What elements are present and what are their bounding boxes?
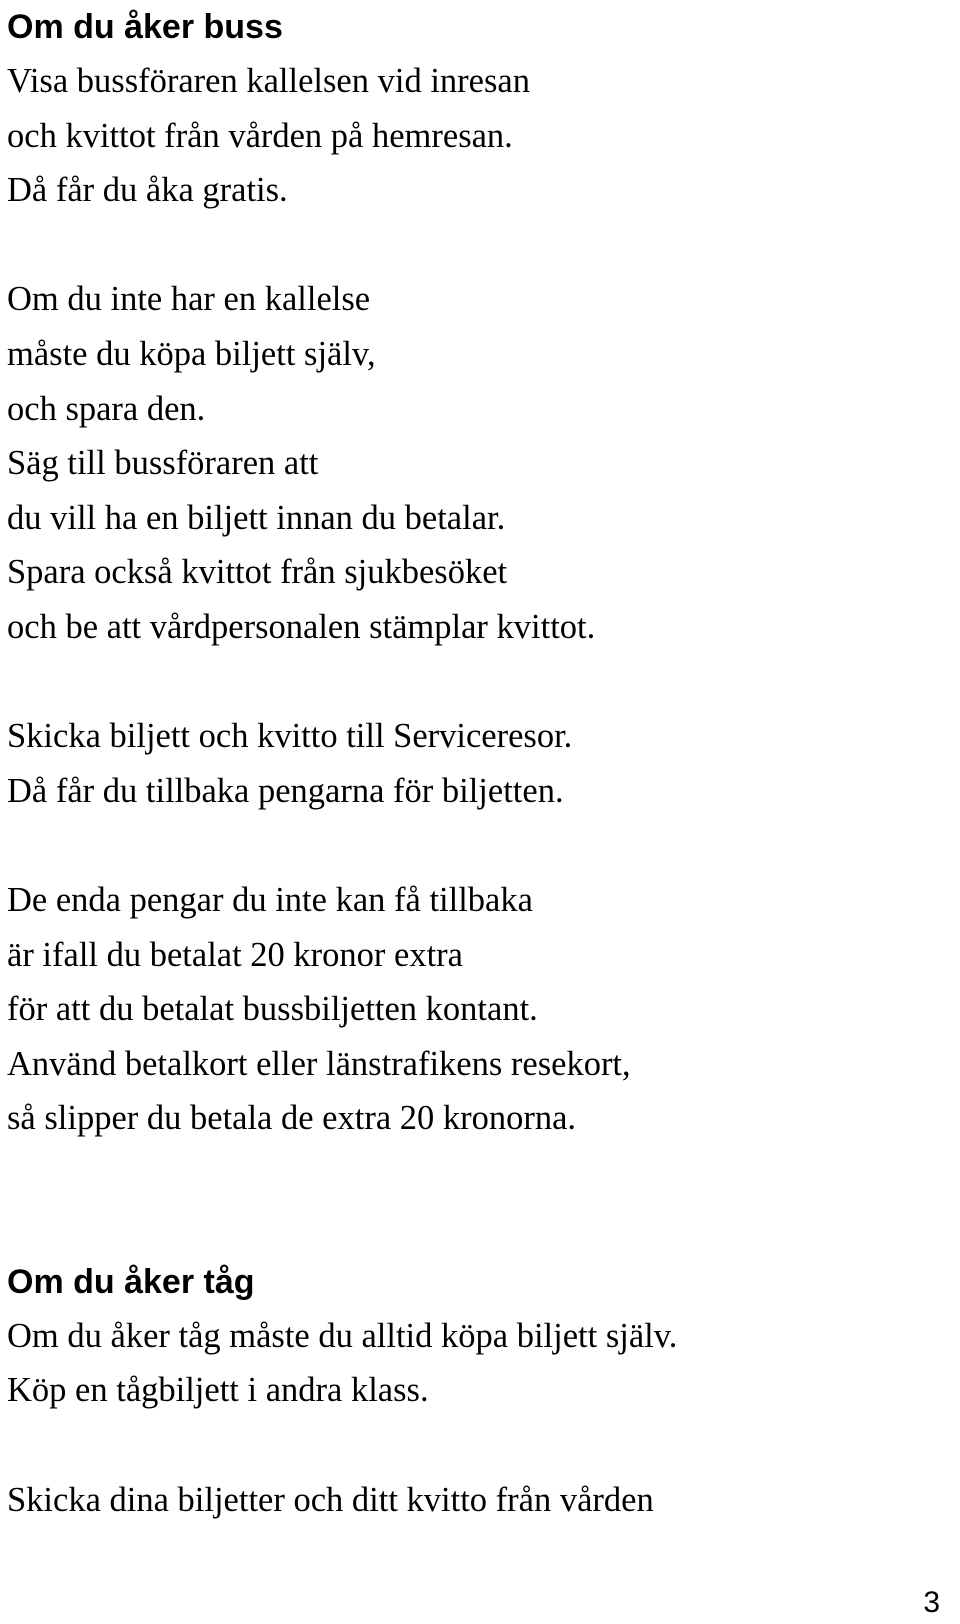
text-line: och spara den. <box>7 389 206 428</box>
text-line: Om du åker tåg måste du alltid köpa biljett själv. <box>7 1316 678 1355</box>
heading-bus: Om du åker buss <box>7 8 283 46</box>
paragraph-bus-1 <box>7 54 947 218</box>
section-train <box>7 1255 947 1527</box>
text-line: Då får du tillbaka pengarna för biljetten. <box>7 771 564 810</box>
paragraph-bus-3 <box>7 709 947 818</box>
page-number: 3 <box>923 1586 940 1619</box>
text-line: Visa bussföraren kallelsen vid inresan <box>7 62 530 100</box>
paragraph-gap <box>7 655 947 710</box>
text-line: Spara också kvittot från sjukbesöket <box>7 553 508 592</box>
text-line: är ifall du betalat 20 kronor extra <box>7 935 463 974</box>
text-line: Skicka dina biljetter och ditt kvitto från vården <box>7 1480 654 1519</box>
paragraph-gap <box>7 218 947 273</box>
section-gap <box>7 1146 947 1255</box>
section-bus <box>7 0 947 1146</box>
text-line: så slipper du betala de extra 20 kronorna. <box>7 1099 577 1138</box>
paragraph-train-1 <box>7 1309 947 1418</box>
text-line: du vill ha en biljett innan du betalar. <box>7 498 506 537</box>
text-line: och kvittot från vården på hemresan. <box>7 116 513 155</box>
paragraph-gap <box>7 1418 947 1473</box>
text-line: De enda pengar du inte kan få tillbaka <box>7 880 533 919</box>
text-line: Då får du åka gratis. <box>7 171 288 210</box>
text-line: Säg till bussföraren att <box>7 444 319 483</box>
document-page <box>7 0 947 1527</box>
paragraph-bus-4 <box>7 873 947 1146</box>
text-line: Använd betalkort eller länstrafikens resekort, <box>7 1044 631 1083</box>
text-line: och be att vårdpersonalen stämplar kvittot. <box>7 607 596 646</box>
text-line: måste du köpa biljett själv, <box>7 334 376 373</box>
text-line: för att du betalat bussbiljetten kontant. <box>7 990 538 1029</box>
text-line: Skicka biljett och kvitto till Serviceresor. <box>7 717 573 756</box>
paragraph-bus-2 <box>7 272 947 654</box>
heading-train: Om du åker tåg <box>7 1262 255 1301</box>
paragraph-train-2 <box>7 1473 947 1528</box>
text-line: Köp en tågbiljett i andra klass. <box>7 1371 429 1410</box>
text-line: Om du inte har en kallelse <box>7 280 371 319</box>
paragraph-gap <box>7 818 947 873</box>
